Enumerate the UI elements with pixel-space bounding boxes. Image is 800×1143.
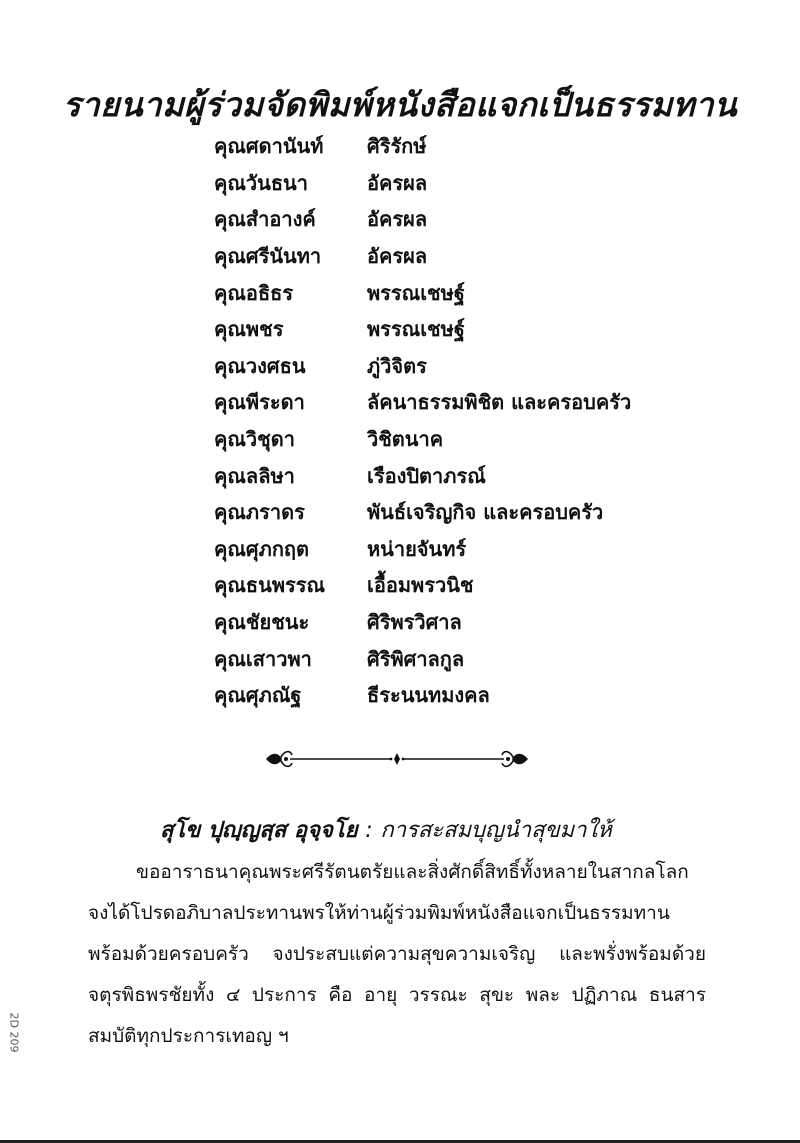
name-first: คุณวันธนา xyxy=(214,170,308,195)
name-row xyxy=(214,494,631,531)
name-row xyxy=(214,165,631,202)
name-row xyxy=(214,531,631,568)
name-row xyxy=(214,384,631,421)
name-first: คุณพชร xyxy=(214,317,284,342)
name-first: คุณชัยชนะ xyxy=(214,610,310,635)
name-last: อัครผล xyxy=(367,170,428,195)
name-row xyxy=(214,128,631,165)
name-first: คุณธนพรรณ xyxy=(214,573,326,598)
paragraph-word: ปฏิภาณ xyxy=(571,984,638,1006)
name-first: คุณวิชุดา xyxy=(214,427,295,452)
paragraph-word: สุขะ xyxy=(479,984,515,1006)
name-first: คุณภราดร xyxy=(214,500,305,525)
blessing-separator: : xyxy=(365,818,373,843)
name-last: ศิริพิศาลกูล xyxy=(367,646,465,671)
name-row xyxy=(214,274,631,311)
blessing-meaning: การสะสมบุญนำสุขมาให้ xyxy=(380,818,612,843)
blessing-heading xyxy=(160,812,680,847)
name-last: พรรณเชษฐ์ xyxy=(367,317,465,342)
paragraph-word: ประการ xyxy=(251,984,317,1006)
name-last: ลัคนาธรรมพิชิต และครอบครัว xyxy=(367,390,632,415)
name-last: ธีระนนทมงคล xyxy=(367,683,490,708)
name-last: ภู่วิจิตร xyxy=(367,353,427,378)
name-row xyxy=(214,348,631,385)
name-first: คุณวงศธน xyxy=(214,353,306,378)
paragraph-word: พละ xyxy=(525,984,561,1006)
paragraph-word: และพรั่งพร้อมด้วย xyxy=(559,943,706,965)
name-first: คุณศุภกฤต xyxy=(214,536,310,561)
name-first: คุณพีระดา xyxy=(214,390,305,415)
paragraph-word: วรรณะ xyxy=(408,984,468,1006)
name-last: เอื้อมพรวนิช xyxy=(367,573,474,598)
blessing-paragraph-line-1: ขออาราธนาคุณพระศรีรัตนตรัยและสิ่งศักดิ์สิทธิ์ทั้งหลายในสากลโลก xyxy=(136,861,689,883)
blessing-pali-phrase: สุโข ปุญฺญสฺส อุจฺจโย xyxy=(160,818,358,843)
name-last: เรืองปิตาภรณ์ xyxy=(367,463,486,488)
name-row xyxy=(214,604,631,641)
blessing-paragraph-line-4 xyxy=(88,980,706,1010)
margin-page-code: 2D 209 xyxy=(7,1012,21,1053)
name-last: วิชิตนาค xyxy=(367,427,444,452)
ornamental-divider-icon xyxy=(264,744,530,774)
name-row xyxy=(214,421,631,458)
blessing-paragraph-line-3 xyxy=(88,939,706,969)
name-row xyxy=(214,238,631,275)
name-first: คุณลลิษา xyxy=(214,463,295,488)
name-last: ศิริพรวิศาล xyxy=(367,610,462,635)
name-first: คุณศุภณัฐ xyxy=(214,683,302,708)
name-first: คุณอธิธร xyxy=(214,280,294,305)
paragraph-word: พร้อมด้วยครอบครัว xyxy=(88,943,249,965)
name-row xyxy=(214,567,631,604)
name-first: คุณสำอางค์ xyxy=(214,207,316,232)
page-title: รายนามผู้ร่วมจัดพิมพ์หนังสือแจกเป็นธรรมทาน xyxy=(62,85,738,124)
paragraph-word: คือ xyxy=(328,984,353,1006)
name-last: พันธ์เจริญกิจ และครอบครัว xyxy=(367,500,604,525)
name-row xyxy=(214,201,631,238)
name-row xyxy=(214,311,631,348)
name-row xyxy=(214,640,631,677)
name-row xyxy=(214,457,631,494)
blessing-paragraph-line-5: สมบัติทุกประการเทอญ ฯ xyxy=(88,1025,289,1047)
paragraph-word: ๔ xyxy=(225,984,241,1006)
name-last: ศิริรักษ์ xyxy=(367,134,427,159)
name-last: อัครผล xyxy=(367,207,428,232)
name-first: คุณศดานันท์ xyxy=(214,134,324,159)
name-last: หน่ายจันทร์ xyxy=(367,536,467,561)
name-last: อัครผล xyxy=(367,244,428,269)
blessing-paragraph-line-2: จงได้โปรดอภิบาลประทานพรให้ท่านผู้ร่วมพิมพ์หนังสือแจกเป็นธรรมทาน xyxy=(88,902,670,924)
name-list xyxy=(214,128,631,714)
name-row xyxy=(214,677,631,714)
paragraph-word: อายุ xyxy=(364,984,398,1006)
name-last: พรรณเชษฐ์ xyxy=(367,280,465,305)
name-first: คุณเสาวพา xyxy=(214,646,312,671)
paragraph-word: ธนสาร xyxy=(648,984,706,1006)
name-first: คุณศรีนันทา xyxy=(214,244,322,269)
paragraph-word: จงประสบแต่ความสุขความเจริญ xyxy=(272,943,536,965)
paragraph-word: จตุรพิธพรชัยทั้ง xyxy=(88,984,215,1006)
